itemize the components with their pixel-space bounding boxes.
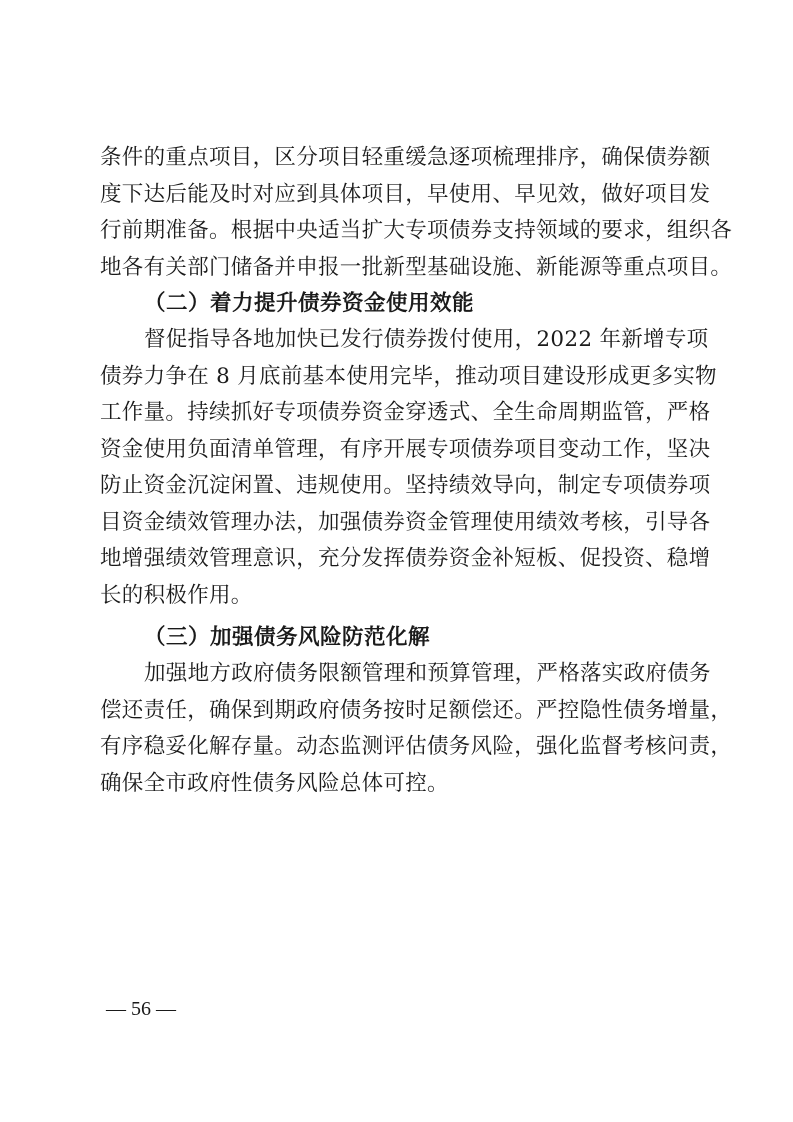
text-line: 工作量。持续抓好专项债券资金穿透式、全生命周期监管，严格 (100, 400, 711, 425)
text-line: 行前期准备。根据中央适当扩大专项债券支持领域的要求，组织各 (100, 218, 733, 243)
text-line: 偿还责任，确保到期政府债务按时足额偿还。严控隐性债务增量， (100, 697, 733, 723)
paragraph-3 (100, 656, 733, 802)
text-line: 地增强绩效管理意识，充分发挥债券资金补短板、促投资、稳增 (100, 546, 711, 571)
text-line: 有序稳妥化解存量。动态监测评估债务风险，强化监督考核问责， (100, 734, 733, 759)
text-line: 加强地方政府债务限额管理和预算管理，严格落实政府债务 (144, 661, 711, 686)
text-line: 目资金绩效管理办法，加强债券资金管理使用绩效考核，引导各 (100, 509, 711, 535)
section-heading-2-block (100, 286, 698, 323)
page-number: — 56 — (106, 998, 176, 1020)
paragraph-1 (100, 140, 733, 286)
text-line: 防止资金沉淀闲置、违规使用。坚持绩效导向，制定专项债券项 (100, 473, 711, 498)
paragraph-2 (100, 322, 717, 614)
section-heading-3: （三）加强债务风险防范化解 (144, 625, 431, 650)
text-line: 度下达后能及时对应到具体项目，早使用、早见效，做好项目发 (100, 181, 711, 207)
text-line: 条件的重点项目，区分项目轻重缓急逐项梳理排序，确保债券额 (100, 145, 711, 170)
text-line: 确保全市政府性债务风险总体可控。 (100, 770, 449, 796)
text-line: 地各有关部门储备并申报一批新型基础设施、新能源等重点项目。 (100, 254, 733, 280)
section-heading-3-block (100, 620, 698, 657)
text-line: 债券力争在 8 月底前基本使用完毕，推动项目建设形成更多实物 (100, 363, 717, 389)
text-line: 长的积极作用。 (100, 582, 253, 608)
text-line: 督促指导各地加快已发行债券拨付使用，2022 年新增专项 (144, 327, 709, 352)
section-heading-2: （二）着力提升债券资金使用效能 (144, 291, 475, 316)
text-line: 资金使用负面清单管理，有序开展专项债券项目变动工作，坚决 (100, 436, 711, 462)
